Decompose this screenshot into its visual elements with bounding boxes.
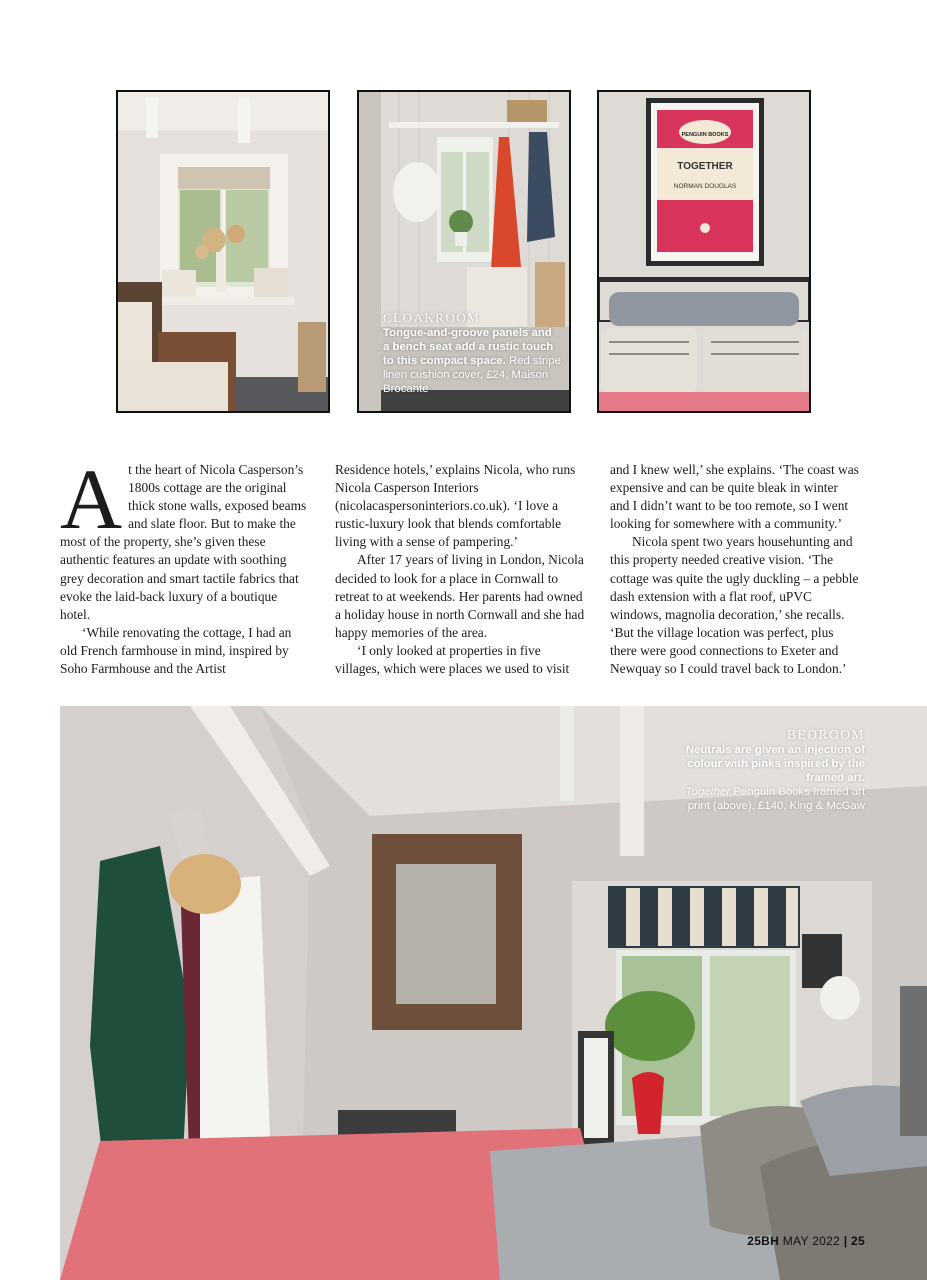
bedroom-caption-credit: Penguin Books framed art print (above), £140, King & McGaw: [687, 786, 865, 812]
bedroom-caption-credit-italic: Together: [685, 786, 731, 798]
article-paragraph: Residence hotels,’ explains Nicola, who runs Nicola Casperson Interiors (nicolacaspersoninteriors.co.uk). ‘I love a rustic-luxury look that blends comfortable living with a sense of pampering.’: [335, 462, 576, 550]
bedroom-poster-photo: [597, 90, 811, 413]
bedroom-caption-bold: Neutrals are given an injection of colour with pinks inspired by the framed art.: [685, 744, 865, 784]
cloakroom-caption-label: CLOAKROOM: [383, 310, 481, 325]
page-footer: [747, 1234, 865, 1248]
article-paragraph: After 17 years of living in London, Nicola decided to look for a place in Cornwall to retreat to at weekends. Her parents had owned a holiday house in north Cornwall and she had happy memories of the area.: [335, 552, 585, 640]
living-room-window-photo: [116, 90, 330, 413]
article-paragraph: Nicola spent two years househunting and this property needed creative vision. ‘The cottage was quite the ugly duckling – a pebble dash extension with a flat roof, uPVC windows, magnolia decoration,’ she recalls. ‘But the village location was perfect, plus there were good connections to Exeter and Newquay so I could travel back to London.’: [610, 534, 859, 677]
living-room-illustration: [118, 92, 328, 411]
bedroom-caption-label: BEDROOM: [786, 727, 865, 742]
cloakroom-caption: [383, 311, 561, 396]
article-column-3: [610, 461, 860, 678]
article-column-2: [335, 461, 585, 678]
poster-publisher: PENGUIN BOOKS: [681, 132, 729, 138]
article-paragraph: ‘While renovating the cottage, I had an old French farmhouse in mind, inspired by Soho Farmhouse and the Artist: [60, 624, 292, 677]
cloakroom-caption-credit: Red stripe linen cushion cover, £24, Maison Brocante: [383, 355, 561, 395]
magazine-name: 25BH: [747, 1234, 780, 1248]
bedroom-caption: [665, 728, 865, 813]
page-number: 25: [851, 1234, 865, 1248]
poster-title: TOGETHER: [677, 161, 733, 172]
cloakroom-caption-bold: Tongue-and-groove panels and a bench seat add a rustic touch to this compact space.: [383, 327, 554, 367]
issue-date: MAY 2022: [782, 1234, 841, 1248]
article-paragraph: ‘I only looked at properties in five villages, which were places we used to visit: [335, 642, 570, 677]
folio-separator: |: [843, 1234, 848, 1248]
article-paragraph: and I knew well,’ she explains. ‘The coast was expensive and can be quite bleak in winter and I didn’t want to be too remote, so I went looking for somewhere with a community.’: [610, 462, 859, 532]
poster-author: NORMAN DOUGLAS: [673, 183, 737, 190]
article-column-1: [60, 451, 310, 678]
article-paragraph: t the heart of Nicola Casperson’s 1800s cottage are the original thick stone walls, exposed beams and slate floor. But to make the most of the property, she’s given these authentic features an update with soothing grey decoration and smart tactile fabrics that evoke the laid-back luxury of a boutique hotel.: [60, 462, 307, 622]
drop-cap: A: [60, 451, 123, 547]
bedroom-poster-illustration: [599, 92, 809, 411]
